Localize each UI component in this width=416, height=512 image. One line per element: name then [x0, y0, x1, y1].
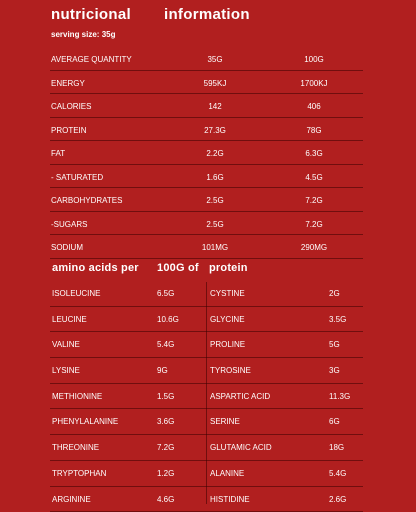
per-100g-value: 78G: [306, 125, 322, 135]
amino-name: GLUTAMIC ACID: [210, 443, 272, 453]
per-serving-value: 2.5G: [206, 196, 224, 205]
amino-value: 3.6G: [157, 417, 175, 427]
amino-value: 9G: [157, 366, 168, 376]
nutrient-label: AVERAGE QUANTITY: [51, 55, 132, 64]
table-row: [50, 141, 363, 165]
table-row: [50, 118, 363, 142]
per-100g-value: 100G: [304, 55, 324, 64]
per-100g-value: 7.2G: [305, 196, 323, 205]
amino-name: TRYPTOPHAN: [52, 468, 107, 478]
amino-value: 3.5G: [329, 314, 347, 324]
amino-value: 1.2G: [157, 468, 175, 478]
amino-value: 3G: [329, 366, 340, 376]
table-row: [50, 409, 363, 435]
amino-name: PROLINE: [210, 340, 246, 350]
table-row: [50, 332, 363, 358]
table-row: [50, 188, 363, 212]
table-row: [50, 281, 363, 307]
table-row: [50, 435, 363, 461]
table-row: [50, 71, 363, 95]
per-serving-value: 595KJ: [203, 78, 227, 88]
amino-value: 6G: [329, 417, 340, 427]
table-row: [50, 94, 363, 118]
title-word-2: information: [164, 6, 250, 23]
table-row: [50, 307, 363, 333]
amino-acids-title: [52, 262, 248, 274]
per-serving-value: 2.5G: [206, 219, 224, 229]
table-row: [50, 461, 363, 487]
amino-name: THREONINE: [52, 443, 100, 453]
amino-title-part-3: protein: [209, 262, 248, 274]
amino-value: 11.3G: [329, 391, 351, 401]
per-100g-value: 406: [307, 102, 321, 111]
amino-value: 18G: [329, 443, 345, 453]
amino-name: ISOLEUCINE: [52, 289, 101, 298]
table-row: [50, 165, 363, 189]
per-serving-value: 35G: [207, 55, 223, 64]
per-100g-value: 6.3G: [305, 149, 323, 158]
amino-value: 7.2G: [157, 443, 175, 453]
amino-acids-table: [50, 281, 363, 512]
table-row: [50, 212, 363, 236]
nutrient-label: CARBOHYDRATES: [51, 196, 123, 205]
nutrient-label: -SUGARS: [51, 219, 88, 229]
nutrient-label: ENERGY: [51, 78, 85, 88]
amino-value: 5G: [329, 340, 340, 350]
per-100g-value: 290MG: [300, 243, 328, 252]
amino-name: LYSINE: [52, 366, 80, 376]
serving-size: serving size: 35g: [51, 30, 116, 39]
per-serving-value: 2.2G: [206, 149, 224, 158]
amino-name: HISTIDINE: [210, 494, 250, 504]
amino-name: PHENYLALANINE: [52, 417, 119, 427]
page-title: [51, 6, 250, 23]
amino-name: LEUCINE: [52, 314, 87, 324]
amino-name: GLYCINE: [210, 314, 245, 324]
table-row: [50, 358, 363, 384]
amino-name: ARGININE: [52, 494, 91, 504]
nutrient-label: FAT: [51, 149, 66, 158]
nutrient-label: - SATURATED: [51, 172, 104, 182]
amino-title-part-2: 100G of: [157, 262, 199, 274]
per-100g-value: 1700KJ: [300, 78, 328, 88]
amino-value: 2.6G: [329, 494, 347, 504]
table-row: [50, 235, 363, 259]
per-serving-value: 27.3G: [204, 125, 226, 135]
nutrient-label: CALORIES: [51, 102, 92, 111]
nutrition-table: [50, 47, 363, 259]
per-serving-value: 101MG: [201, 243, 229, 252]
amino-name: ASPARTIC ACID: [210, 391, 271, 401]
table-row: [50, 384, 363, 410]
amino-value: 5.4G: [157, 340, 175, 350]
amino-value: 4.6G: [157, 494, 175, 504]
per-100g-value: 4.5G: [305, 172, 323, 182]
amino-name: VALINE: [52, 340, 80, 350]
per-serving-value: 142: [208, 102, 222, 111]
per-100g-value: 7.2G: [305, 219, 323, 229]
amino-name: METHIONINE: [52, 391, 103, 401]
title-word-1: nutricional: [51, 6, 131, 23]
nutrient-label: PROTEIN: [51, 125, 87, 135]
table-row: [50, 487, 363, 512]
amino-value: 2G: [329, 289, 340, 298]
table-row: [50, 47, 363, 71]
amino-title-part-1: amino acids per: [52, 262, 139, 274]
amino-value: 6.5G: [157, 289, 175, 298]
per-serving-value: 1.6G: [206, 172, 224, 182]
amino-value: 1.5G: [157, 391, 175, 401]
amino-value: 5.4G: [329, 468, 347, 478]
nutrient-label: SODIUM: [51, 243, 83, 252]
amino-name: TYROSINE: [210, 366, 251, 376]
amino-name: CYSTINE: [210, 289, 245, 298]
amino-value: 10.6G: [157, 314, 179, 324]
amino-name: ALANINE: [210, 468, 245, 478]
amino-name: SERINE: [210, 417, 240, 427]
